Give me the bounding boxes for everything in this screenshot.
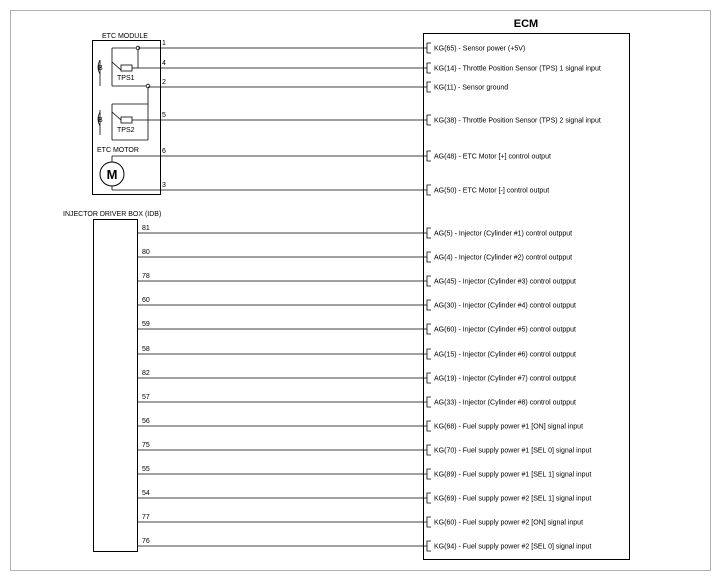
idb-wire-7-terminal-label: AG(19) - Injector (Cylinder #7) control outpput <box>434 375 577 383</box>
etc-wire-6-terminal-label: AG(50) - ETC Motor [-] control output <box>434 187 550 195</box>
idb-wire-5-terminal-label: AG(60) - Injector (Cylinder #5) control outpput <box>434 326 577 334</box>
idb-wire-14-connector <box>427 541 431 551</box>
idb-wire-9-pin-label: 56 <box>142 418 150 425</box>
idb-wire-14-terminal-label: KG(94) - Fuel supply power #2 [SEL 0] signal input <box>434 543 592 551</box>
etc-wires <box>138 40 601 195</box>
idb-wire-7-connector <box>427 373 431 383</box>
idb-title: INJECTOR DRIVER BOX (IDB) <box>63 211 162 218</box>
page-frame <box>11 11 711 571</box>
etc-wire-5-pin-label: 6 <box>162 148 166 155</box>
idb-wire-5-connector <box>427 324 431 334</box>
idb-wire-2-pin-label: 80 <box>142 249 150 256</box>
idb-box <box>94 220 138 552</box>
etc-wire-3-connector <box>427 82 431 92</box>
etc-wire-1-connector <box>427 43 431 53</box>
idb-wire-8-connector <box>427 397 431 407</box>
idb-wire-9-connector <box>427 421 431 431</box>
idb-wire-12-pin-label: 54 <box>142 490 150 497</box>
idb-wire-12-terminal-label: KG(69) - Fuel supply power #2 [SEL 1] signal input <box>434 495 592 503</box>
idb-wire-11-terminal-label: KG(89) - Fuel supply power #1 [SEL 1] signal input <box>434 471 592 479</box>
idb-wire-10-terminal-label: KG(70) - Fuel supply power #1 [SEL 0] signal input <box>434 447 592 455</box>
etc-wire-1-pin-label: 1 <box>162 40 166 47</box>
tps2-label: TPS2 <box>117 127 135 134</box>
idb-wire-12-connector <box>427 493 431 503</box>
idb-wire-1-terminal-label: AG(5) - Injector (Cylinder #1) control outpput <box>434 230 573 238</box>
idb-wire-11-pin-label: 55 <box>142 466 150 473</box>
idb-wires <box>138 225 591 551</box>
idb-wire-10-pin-label: 75 <box>142 442 150 449</box>
idb-wire-3-terminal-label: AG(45) - Injector (Cylinder #3) control outpput <box>434 278 577 286</box>
etc-wire-4-terminal-label: KG(38) - Throttle Position Sensor (TPS) 2 signal input <box>434 117 601 125</box>
etc-wire-6-connector <box>427 185 431 195</box>
idb-wire-2-connector <box>427 252 431 262</box>
idb-wire-4-pin-label: 60 <box>142 297 150 304</box>
tps1-sensor-mark: B <box>98 65 103 72</box>
etc-wire-4-pin-label: 5 <box>162 112 166 119</box>
idb-wire-4-terminal-label: AG(30) - Injector (Cylinder #4) control outpput <box>434 302 577 310</box>
idb-wire-9-terminal-label: KG(68) - Fuel supply power #1 [ON] signal input <box>434 423 584 431</box>
etc-wire-2-pin-label: 4 <box>162 60 166 67</box>
idb-wire-13-terminal-label: KG(60) - Fuel supply power #2 [ON] signal input <box>434 519 584 527</box>
etc-module-title: ETC MODULE <box>102 33 148 40</box>
etc-wire-3-pin-label: 2 <box>162 79 166 86</box>
idb-wire-11-connector <box>427 469 431 479</box>
idb-wire-3-connector <box>427 276 431 286</box>
etc-motor-letter: M <box>106 167 118 182</box>
etc-wire-5-connector <box>427 151 431 161</box>
idb-wire-1-connector <box>427 228 431 238</box>
etc-motor-label: ETC MOTOR <box>97 147 139 154</box>
ecm-title: ECM <box>513 18 539 30</box>
etc-wire-2-connector <box>427 63 431 73</box>
etc-wire-2-terminal-label: KG(14) - Throttle Position Sensor (TPS) 1 signal input <box>434 65 601 73</box>
idb-wire-5-pin-label: 59 <box>142 321 150 328</box>
idb-wire-2-terminal-label: AG(4) - Injector (Cylinder #2) control outpput <box>434 254 573 262</box>
idb-wire-6-terminal-label: AG(15) - Injector (Cylinder #6) control outpput <box>434 351 577 359</box>
idb-wire-13-pin-label: 77 <box>142 514 150 521</box>
ecm-box <box>424 34 630 560</box>
etc-wire-1-terminal-label: KG(65) - Sensor power (+5V) <box>434 45 526 53</box>
etc-wire-6-pin-label: 3 <box>162 182 166 189</box>
etc-wire-3-terminal-label: KG(11) - Sensor ground <box>434 84 509 92</box>
idb-wire-8-terminal-label: AG(33) - Injector (Cylinder #8) control outpput <box>434 399 577 407</box>
idb-wire-1-pin-label: 81 <box>142 225 150 232</box>
idb-wire-4-connector <box>427 300 431 310</box>
etc-wire-5-terminal-label: AG(48) - ETC Motor [+] control output <box>434 153 551 161</box>
etc-wire-4-connector <box>427 115 431 125</box>
tps2-sensor-mark: B <box>98 117 103 124</box>
idb-wire-6-connector <box>427 349 431 359</box>
idb-wire-13-connector <box>427 517 431 527</box>
tps1-label: TPS1 <box>117 75 135 82</box>
idb-wire-7-pin-label: 82 <box>142 370 150 377</box>
idb-wire-10-connector <box>427 445 431 455</box>
idb-wire-3-pin-label: 78 <box>142 273 150 280</box>
idb-wire-6-pin-label: 58 <box>142 346 150 353</box>
idb-wire-14-pin-label: 76 <box>142 538 150 545</box>
idb-wire-8-pin-label: 57 <box>142 394 150 401</box>
